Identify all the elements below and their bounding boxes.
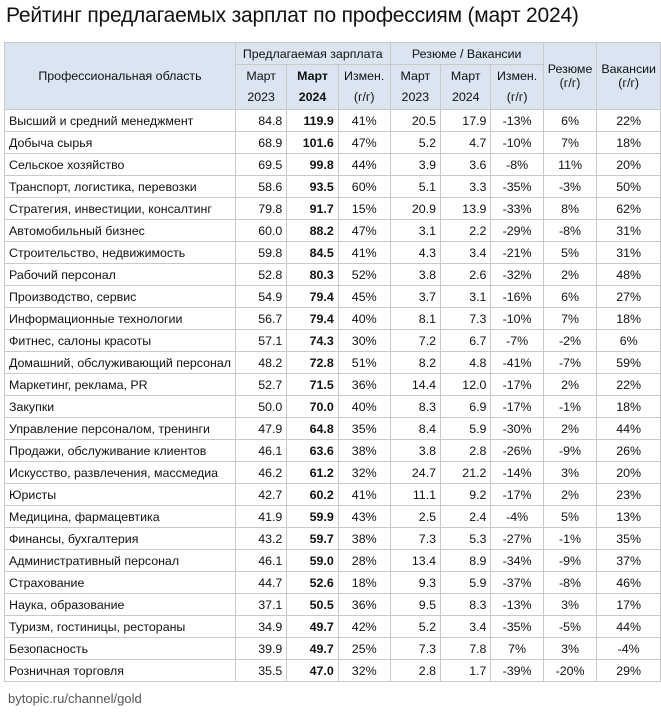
cell-salary-2024: 70.0 [287,396,338,418]
cell-ratio-2024: 3.3 [441,176,491,198]
cell-resume-yoy: 7% [543,308,597,330]
cell-vacancies-yoy: 37% [597,550,661,572]
cell-salary-change: 32% [338,462,390,484]
cell-salary-change: 36% [338,594,390,616]
cell-salary-2024: 59.0 [287,550,338,572]
cell-ratio-2023: 13.4 [390,550,440,572]
cell-salary-2024: 47.0 [287,660,338,682]
cell-salary-2024: 72.8 [287,352,338,374]
cell-salary-2024: 79.4 [287,308,338,330]
cell-salary-change: 30% [338,330,390,352]
cell-name: Добыча сырья [5,132,236,154]
table-row [5,330,661,352]
cell-ratio-change: -41% [491,352,543,374]
cell-salary-2023: 54.9 [235,286,286,308]
cell-salary-2023: 59.8 [235,242,286,264]
cell-salary-2024: 49.7 [287,638,338,660]
cell-salary-change: 35% [338,418,390,440]
cell-ratio-2024: 5.9 [441,572,491,594]
header-salary-change: Измен. (г/г) [338,65,390,110]
cell-resume-yoy: -1% [543,528,597,550]
page-title: Рейтинг предлагаемых зарплат по профессиям (март 2024) [6,4,579,27]
cell-ratio-2024: 6.7 [441,330,491,352]
cell-vacancies-yoy: 50% [597,176,661,198]
cell-ratio-change: -13% [491,110,543,132]
cell-name: Страхование [5,572,236,594]
cell-salary-2024: 88.2 [287,220,338,242]
cell-salary-2023: 42.7 [235,484,286,506]
table-row [5,572,661,594]
cell-ratio-2024: 5.9 [441,418,491,440]
cell-salary-2023: 48.2 [235,352,286,374]
cell-ratio-2024: 2.6 [441,264,491,286]
cell-salary-change: 32% [338,660,390,682]
cell-ratio-2024: 8.9 [441,550,491,572]
cell-salary-change: 47% [338,220,390,242]
cell-salary-change: 45% [338,286,390,308]
cell-name: Фитнес, салоны красоты [5,330,236,352]
cell-ratio-2023: 8.3 [390,396,440,418]
cell-salary-2023: 44.7 [235,572,286,594]
cell-ratio-2024: 4.8 [441,352,491,374]
cell-ratio-2023: 20.5 [390,110,440,132]
cell-ratio-2024: 9.2 [441,484,491,506]
cell-salary-2024: 52.6 [287,572,338,594]
cell-ratio-2023: 8.1 [390,308,440,330]
cell-ratio-2024: 12.0 [441,374,491,396]
cell-salary-2024: 101.6 [287,132,338,154]
cell-salary-change: 47% [338,132,390,154]
cell-ratio-2023: 3.8 [390,440,440,462]
cell-vacancies-yoy: 22% [597,110,661,132]
cell-salary-2024: 49.7 [287,616,338,638]
cell-vacancies-yoy: 20% [597,154,661,176]
table-row [5,616,661,638]
cell-vacancies-yoy: 31% [597,242,661,264]
cell-salary-change: 15% [338,198,390,220]
cell-name: Высший и средний менеджмент [5,110,236,132]
cell-salary-change: 36% [338,374,390,396]
cell-salary-2023: 46.2 [235,462,286,484]
header-salary-2023: Март 2023 [235,65,286,110]
table-row [5,396,661,418]
cell-salary-2024: 59.9 [287,506,338,528]
table-row [5,154,661,176]
cell-ratio-2024: 21.2 [441,462,491,484]
table-row [5,528,661,550]
cell-ratio-2024: 6.9 [441,396,491,418]
cell-vacancies-yoy: 26% [597,440,661,462]
cell-name: Сельское хозяйство [5,154,236,176]
cell-ratio-2023: 24.7 [390,462,440,484]
cell-resume-yoy: -9% [543,440,597,462]
cell-salary-change: 43% [338,506,390,528]
cell-ratio-2023: 14.4 [390,374,440,396]
cell-ratio-2024: 8.3 [441,594,491,616]
cell-name: Маркетинг, реклама, PR [5,374,236,396]
cell-name: Стратегия, инвестиции, консалтинг [5,198,236,220]
table-row [5,352,661,374]
cell-ratio-change: -4% [491,506,543,528]
cell-salary-2023: 52.7 [235,374,286,396]
cell-salary-2023: 37.1 [235,594,286,616]
cell-salary-2023: 50.0 [235,396,286,418]
cell-ratio-2023: 11.1 [390,484,440,506]
cell-ratio-2024: 2.4 [441,506,491,528]
cell-ratio-2024: 3.4 [441,616,491,638]
cell-ratio-2023: 2.5 [390,506,440,528]
cell-ratio-2024: 5.3 [441,528,491,550]
cell-name: Информационные технологии [5,308,236,330]
cell-vacancies-yoy: 27% [597,286,661,308]
cell-salary-2023: 46.1 [235,440,286,462]
cell-salary-2024: 93.5 [287,176,338,198]
cell-vacancies-yoy: 29% [597,660,661,682]
cell-ratio-2024: 7.8 [441,638,491,660]
cell-vacancies-yoy: 31% [597,220,661,242]
cell-salary-2023: 69.5 [235,154,286,176]
cell-ratio-change: -10% [491,308,543,330]
table-row [5,374,661,396]
cell-ratio-change: -7% [491,330,543,352]
table-row [5,638,661,660]
cell-name: Управление персоналом, тренинги [5,418,236,440]
cell-salary-2023: 57.1 [235,330,286,352]
header-resume-yoy: Резюме (г/г) [543,43,597,110]
cell-resume-yoy: 6% [543,286,597,308]
cell-vacancies-yoy: 6% [597,330,661,352]
cell-resume-yoy: 3% [543,594,597,616]
cell-resume-yoy: 5% [543,242,597,264]
table-row [5,132,661,154]
cell-ratio-2023: 8.2 [390,352,440,374]
cell-ratio-change: -21% [491,242,543,264]
cell-salary-change: 44% [338,154,390,176]
cell-salary-2024: 59.7 [287,528,338,550]
table-row [5,440,661,462]
cell-resume-yoy: 2% [543,264,597,286]
table-row [5,308,661,330]
cell-resume-yoy: 2% [543,418,597,440]
cell-resume-yoy: -8% [543,572,597,594]
cell-name: Автомобильный бизнес [5,220,236,242]
cell-salary-change: 52% [338,264,390,286]
cell-vacancies-yoy: 17% [597,594,661,616]
table-row [5,242,661,264]
cell-salary-2023: 56.7 [235,308,286,330]
cell-ratio-change: -26% [491,440,543,462]
table-body [5,110,661,682]
cell-ratio-change: -30% [491,418,543,440]
cell-resume-yoy: -7% [543,352,597,374]
cell-ratio-2023: 9.5 [390,594,440,616]
cell-salary-2024: 71.5 [287,374,338,396]
cell-resume-yoy: -2% [543,330,597,352]
cell-salary-2023: 41.9 [235,506,286,528]
table-row [5,198,661,220]
table-row [5,550,661,572]
cell-ratio-2023: 7.2 [390,330,440,352]
cell-salary-change: 40% [338,396,390,418]
cell-salary-2024: 64.8 [287,418,338,440]
cell-vacancies-yoy: -4% [597,638,661,660]
cell-resume-yoy: 7% [543,132,597,154]
cell-salary-2024: 74.3 [287,330,338,352]
table-row [5,660,661,682]
cell-ratio-change: -35% [491,616,543,638]
cell-name: Наука, образование [5,594,236,616]
cell-ratio-2023: 2.8 [390,660,440,682]
cell-name: Туризм, гостиницы, рестораны [5,616,236,638]
table-row [5,220,661,242]
header-ratio-2024: Март 2024 [441,65,491,110]
cell-resume-yoy: 2% [543,484,597,506]
cell-salary-change: 41% [338,242,390,264]
cell-resume-yoy: -5% [543,616,597,638]
cell-name: Розничная торговля [5,660,236,682]
cell-salary-2024: 63.6 [287,440,338,462]
cell-ratio-change: -37% [491,572,543,594]
cell-name: Искусство, развлечения, массмедиа [5,462,236,484]
cell-ratio-2024: 3.1 [441,286,491,308]
salary-table [4,42,661,682]
cell-vacancies-yoy: 13% [597,506,661,528]
cell-vacancies-yoy: 59% [597,352,661,374]
cell-vacancies-yoy: 18% [597,132,661,154]
cell-salary-change: 38% [338,528,390,550]
cell-ratio-2023: 7.3 [390,638,440,660]
cell-ratio-change: -10% [491,132,543,154]
cell-vacancies-yoy: 44% [597,418,661,440]
header-salary-group: Предлагаемая зарплата [235,43,390,65]
cell-ratio-2023: 5.2 [390,616,440,638]
cell-salary-2023: 68.9 [235,132,286,154]
cell-resume-yoy: 5% [543,506,597,528]
cell-ratio-change: -29% [491,220,543,242]
table-row [5,506,661,528]
cell-vacancies-yoy: 44% [597,616,661,638]
cell-salary-2024: 60.2 [287,484,338,506]
cell-name: Строительство, недвижимость [5,242,236,264]
table-row [5,286,661,308]
table-row [5,418,661,440]
cell-salary-change: 41% [338,110,390,132]
cell-ratio-2023: 5.1 [390,176,440,198]
cell-vacancies-yoy: 20% [597,462,661,484]
cell-resume-yoy: -20% [543,660,597,682]
cell-salary-2023: 84.8 [235,110,286,132]
cell-ratio-2023: 3.7 [390,286,440,308]
cell-ratio-change: -35% [491,176,543,198]
cell-vacancies-yoy: 48% [597,264,661,286]
cell-vacancies-yoy: 62% [597,198,661,220]
cell-name: Производство, сервис [5,286,236,308]
cell-resume-yoy: -9% [543,550,597,572]
cell-salary-2023: 60.0 [235,220,286,242]
cell-name: Безопасность [5,638,236,660]
cell-ratio-2024: 13.9 [441,198,491,220]
cell-resume-yoy: 6% [543,110,597,132]
cell-salary-change: 25% [338,638,390,660]
cell-salary-2023: 52.8 [235,264,286,286]
cell-ratio-change: -8% [491,154,543,176]
cell-ratio-change: 7% [491,638,543,660]
cell-ratio-2023: 7.3 [390,528,440,550]
cell-salary-2024: 91.7 [287,198,338,220]
cell-ratio-2024: 17.9 [441,110,491,132]
cell-salary-change: 18% [338,572,390,594]
cell-resume-yoy: -3% [543,176,597,198]
cell-name: Юристы [5,484,236,506]
cell-ratio-change: -17% [491,396,543,418]
cell-salary-2024: 80.3 [287,264,338,286]
table-row [5,462,661,484]
cell-salary-change: 28% [338,550,390,572]
cell-salary-change: 51% [338,352,390,374]
cell-ratio-2024: 2.8 [441,440,491,462]
table-row [5,484,661,506]
cell-ratio-change: -27% [491,528,543,550]
cell-resume-yoy: 3% [543,638,597,660]
cell-salary-change: 38% [338,440,390,462]
cell-ratio-2023: 20.9 [390,198,440,220]
cell-resume-yoy: 11% [543,154,597,176]
cell-ratio-change: -17% [491,484,543,506]
cell-salary-change: 60% [338,176,390,198]
header-resume-group: Резюме / Вакансии [390,43,543,65]
cell-ratio-2024: 3.6 [441,154,491,176]
cell-resume-yoy: 8% [543,198,597,220]
cell-ratio-2023: 3.8 [390,264,440,286]
cell-ratio-2024: 3.4 [441,242,491,264]
cell-vacancies-yoy: 22% [597,374,661,396]
cell-ratio-2023: 3.9 [390,154,440,176]
cell-vacancies-yoy: 18% [597,396,661,418]
cell-ratio-2023: 3.1 [390,220,440,242]
cell-salary-2023: 35.5 [235,660,286,682]
cell-ratio-change: -16% [491,286,543,308]
cell-ratio-change: -33% [491,198,543,220]
cell-salary-2023: 43.2 [235,528,286,550]
cell-salary-2024: 50.5 [287,594,338,616]
cell-ratio-2024: 4.7 [441,132,491,154]
cell-salary-change: 41% [338,484,390,506]
table-row [5,594,661,616]
header-salary-2024: Март 2024 [287,65,338,110]
cell-ratio-2023: 8.4 [390,418,440,440]
cell-name: Транспорт, логистика, перевозки [5,176,236,198]
header-ratio-change: Измен. (г/г) [491,65,543,110]
cell-salary-2023: 46.1 [235,550,286,572]
cell-name: Финансы, бухгалтерия [5,528,236,550]
cell-salary-2024: 84.5 [287,242,338,264]
cell-resume-yoy: -8% [543,220,597,242]
header-vacancies-yoy: Вакансии (г/г) [597,43,661,110]
cell-resume-yoy: 2% [543,374,597,396]
header-area: Профессиональная область [5,43,236,110]
cell-ratio-2023: 9.3 [390,572,440,594]
header-ratio-2023: Март 2023 [390,65,440,110]
cell-ratio-2024: 2.2 [441,220,491,242]
cell-ratio-change: -14% [491,462,543,484]
cell-salary-2023: 39.9 [235,638,286,660]
source-footer: bytopic.ru/channel/gold [8,691,142,706]
cell-salary-2023: 58.6 [235,176,286,198]
table-row [5,176,661,198]
cell-resume-yoy: -1% [543,396,597,418]
cell-ratio-change: -13% [491,594,543,616]
table-row [5,110,661,132]
cell-salary-2023: 34.9 [235,616,286,638]
cell-salary-change: 40% [338,308,390,330]
cell-name: Домашний, обслуживающий персонал [5,352,236,374]
cell-name: Закупки [5,396,236,418]
cell-salary-2023: 79.8 [235,198,286,220]
cell-name: Рабочий персонал [5,264,236,286]
cell-name: Продажи, обслуживание клиентов [5,440,236,462]
cell-name: Медицина, фармацевтика [5,506,236,528]
cell-vacancies-yoy: 23% [597,484,661,506]
cell-ratio-change: -39% [491,660,543,682]
cell-ratio-change: -17% [491,374,543,396]
cell-salary-2023: 47.9 [235,418,286,440]
cell-ratio-change: -32% [491,264,543,286]
cell-vacancies-yoy: 18% [597,308,661,330]
cell-ratio-change: -34% [491,550,543,572]
cell-ratio-2024: 7.3 [441,308,491,330]
cell-name: Административный персонал [5,550,236,572]
table-row [5,264,661,286]
cell-vacancies-yoy: 35% [597,528,661,550]
cell-ratio-2023: 5.2 [390,132,440,154]
cell-ratio-2023: 4.3 [390,242,440,264]
cell-salary-2024: 61.2 [287,462,338,484]
cell-ratio-2024: 1.7 [441,660,491,682]
cell-salary-2024: 79.4 [287,286,338,308]
cell-resume-yoy: 3% [543,462,597,484]
cell-salary-2024: 119.9 [287,110,338,132]
cell-salary-2024: 99.8 [287,154,338,176]
cell-vacancies-yoy: 46% [597,572,661,594]
cell-salary-change: 42% [338,616,390,638]
